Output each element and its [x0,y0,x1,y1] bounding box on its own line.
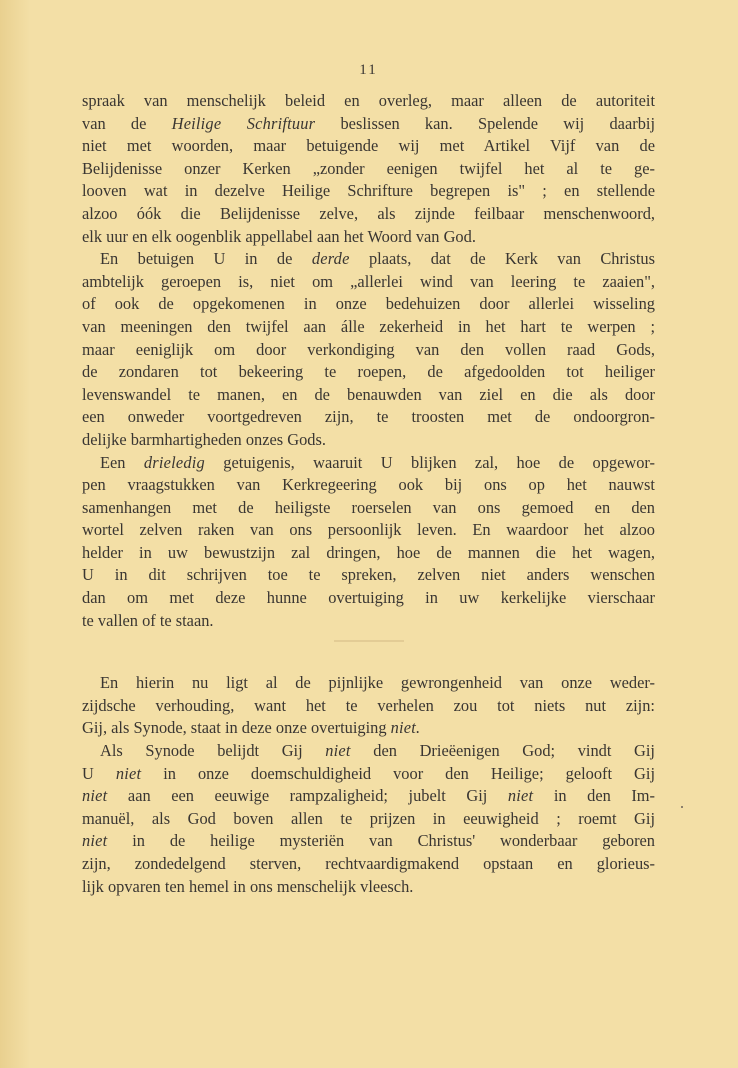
text-line: alzoo óók die Belijdenisse zelve, als zijnde feilbaar menschenwoord, [82,203,655,223]
text-line: te vallen of te staan. [82,610,214,630]
text-line: dan om met deze hunne overtuiging in uw kerkelijke vierschaar [82,588,655,608]
paragraph-1 [82,90,655,248]
text-line: een onweder voortgedreven zijn, te troosten met de ondoorgron- [82,407,655,427]
text-line: delijke barmhartigheden onzes Gods. [82,429,326,449]
text-line: looven wat in dezelve Heilige Schrifture begrepen is" ; en stellende [82,181,655,201]
italic-term: niet [115,763,142,783]
italic-term: Heilige Schriftuur [171,113,316,133]
italic-term: niet [82,786,108,806]
text-line: lijk opvaren ten hemel in ons menschelijk vleesch. [82,876,414,896]
paragraph-3 [82,452,655,633]
text-line: manuël, als God boven allen te prijzen in eeuwigheid ; roemt Gij [82,808,655,828]
text-line: En betuigen U in de derde plaats, dat de Kerk van Christus [100,249,655,269]
paragraph-5 [82,740,655,898]
text-line: maar eeniglijk om door verkondiging van den vollen raad Gods, [82,339,655,359]
text-line: niet met woorden, maar betuigende wij met Artikel Vijf van de [82,136,655,156]
section-divider [334,640,404,642]
paragraph-2 [82,248,655,451]
text-line: Belijdenisse onzer Kerken „zonder eenigen twijfel het al te ge- [82,158,655,178]
text-line: elk uur en elk oogenblik appellabel aan het Woord van God. [82,226,476,246]
italic-term: niet [82,831,108,851]
text-line: Een drieledig getuigenis, waaruit U blijken zal, hoe de opgewor- [100,452,655,472]
text-line: of ook de opgekomenen in onze bedehuizen door allerlei wisseling [82,294,655,314]
text-line: Als Synode belijdt Gij niet den Drieëenigen God; vindt Gij [100,741,655,761]
text-line: spraak van menschelijk beleid en overleg, maar alleen de autoriteit [82,91,655,110]
text-line: En hierin nu ligt al de pijnlijke gewrongenheid van onze weder- [100,673,655,693]
italic-term: niet [507,786,534,806]
text-line: Gij, als Synode, staat in deze onze overtuiging niet. [82,718,421,738]
italic-term: derde [311,249,350,269]
italic-term: niet. [390,718,421,738]
page-number: 11 [359,62,378,78]
text-line: samenhangen met de heiligste roerselen van ons gemoed en den [82,497,655,517]
text-line: U in dit schrijven toe te spreken, zelven niet anders wenschen [82,565,655,585]
text-line: pen vraagstukken van Kerkregeering ook bij ons op het nauwst [82,475,655,495]
document-page [82,60,655,898]
text-line: niet aan een eeuwige rampzaligheid; jubelt Gij niet in den Im- [82,786,655,806]
text-line: van de Heilige Schriftuur beslissen kan. Spelende wij daarbij [82,113,655,133]
paragraph-4 [82,672,655,740]
italic-term: drieledig [143,452,205,472]
italic-term: niet [325,741,351,761]
text-line: levenswandel te manen, en de benauwden van ziel en die als door [82,384,655,404]
text-line: helder in uw bewustzijn zal dringen, hoe de mannen die het wagen, [82,542,655,562]
text-line: zijdsche verhouding, want het te verhelen zou tot niets nut zijn: [82,695,655,715]
ink-speck [681,806,683,808]
page-edge-shadow [0,0,30,1068]
text-line: ambtelijk geroepen is, niet om „allerlei wind van leering te zaaien", [82,271,655,291]
text-line: U niet in onze doemschuldigheid voor den Heilige; gelooft Gij [82,763,655,783]
text-line: zijn, zondedelgend sterven, rechtvaardigmakend opstaan en glorieus- [82,854,655,873]
text-line: van meeningen den twijfel aan álle zekerheid in het hart te werpen ; [82,316,655,336]
text-line: wortel zelven raken van ons persoonlijk leven. En waardoor het alzoo [82,520,655,540]
text-line: niet in de heilige mysteriën van Christus' wonderbaar geboren [82,831,655,851]
text-line: de zondaren tot bekeering te roepen, de afgedoolden tot heiliger [82,362,655,382]
